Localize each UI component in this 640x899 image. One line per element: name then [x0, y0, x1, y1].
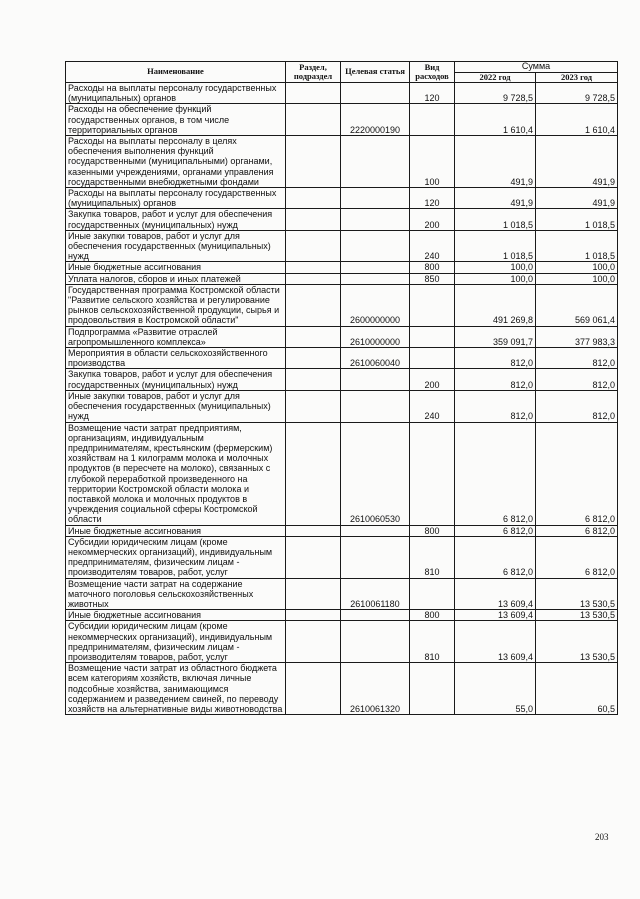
row-amount-2023: 491,9 [536, 188, 618, 209]
table-row [66, 369, 618, 390]
row-target-article [341, 369, 410, 390]
row-amount-2022: 13 609,4 [455, 610, 536, 621]
row-expense-kind: 120 [410, 83, 455, 104]
row-target-article [341, 273, 410, 284]
row-amount-2022: 812,0 [455, 369, 536, 390]
row-name: Возмещение части затрат предприятиям, организациям, индивидуальным предпринимателям, крестьянским (фермерским) хозяйствам на 1 килограмм молока и молочных продуктов (в пересчете на молоко), связанных с глубокой переработкой произведенного на территории Костромской области молока и поставкой молока и молочных продуктов в учреждения социальной сферы Костромской области [66, 422, 286, 525]
row-name: Закупка товаров, работ и услуг для обеспечения государственных (муниципальных) нужд [66, 209, 286, 230]
row-amount-2023: 1 018,5 [536, 209, 618, 230]
row-expense-kind: 240 [410, 390, 455, 422]
row-target-article [341, 209, 410, 230]
row-section [286, 621, 341, 663]
column-header-year-2022: 2022 год [455, 72, 536, 83]
row-expense-kind [410, 663, 455, 715]
row-amount-2023: 569 061,4 [536, 284, 618, 326]
row-amount-2023: 100,0 [536, 273, 618, 284]
row-name: Иные закупки товаров, работ и услуг для обеспечения государственных (муниципальных) нужд [66, 390, 286, 422]
row-target-article: 2600000000 [341, 284, 410, 326]
row-amount-2022: 491,9 [455, 188, 536, 209]
row-section [286, 369, 341, 390]
row-amount-2023: 60,5 [536, 663, 618, 715]
row-name: Мероприятия в области сельскохозяйственного производства [66, 348, 286, 369]
column-header-name: Наименование [66, 62, 286, 83]
row-name: Иные бюджетные ассигнования [66, 262, 286, 273]
row-target-article [341, 83, 410, 104]
table-row [66, 610, 618, 621]
row-expense-kind: 810 [410, 536, 455, 578]
row-expense-kind: 800 [410, 525, 455, 536]
table-row [66, 621, 618, 663]
column-header-target: Целевая статья [341, 62, 410, 83]
row-target-article: 2610060040 [341, 348, 410, 369]
table-row [66, 209, 618, 230]
row-expense-kind [410, 422, 455, 525]
row-amount-2022: 1 018,5 [455, 209, 536, 230]
row-amount-2022: 55,0 [455, 663, 536, 715]
row-amount-2023: 13 530,5 [536, 578, 618, 610]
row-expense-kind: 100 [410, 136, 455, 188]
row-section [286, 326, 341, 347]
table-row [66, 348, 618, 369]
row-section [286, 273, 341, 284]
table-row [66, 390, 618, 422]
table-body [66, 83, 618, 715]
row-amount-2023: 6 812,0 [536, 422, 618, 525]
row-name: Субсидии юридическим лицам (кроме некоммерческих организаций), индивидуальным предпринимателям, физическим лицам - производителям товаров, работ, услуг [66, 536, 286, 578]
row-target-article [341, 525, 410, 536]
row-target-article: 2610000000 [341, 326, 410, 347]
row-section [286, 188, 341, 209]
table-row [66, 136, 618, 188]
row-amount-2022: 491 269,8 [455, 284, 536, 326]
row-section [286, 83, 341, 104]
row-target-article: 2220000190 [341, 104, 410, 136]
table-row [66, 578, 618, 610]
table-row [66, 422, 618, 525]
row-amount-2022: 1 610,4 [455, 104, 536, 136]
row-section [286, 578, 341, 610]
row-name: Субсидии юридическим лицам (кроме некоммерческих организаций), индивидуальным предпринимателям, физическим лицам - производителям товаров, работ, услуг [66, 621, 286, 663]
table-row [66, 230, 618, 262]
row-amount-2023: 812,0 [536, 348, 618, 369]
row-amount-2023: 9 728,5 [536, 83, 618, 104]
row-section [286, 104, 341, 136]
row-name: Расходы на выплаты персоналу государственных (муниципальных) органов [66, 83, 286, 104]
row-expense-kind: 800 [410, 262, 455, 273]
row-target-article [341, 262, 410, 273]
row-section [286, 663, 341, 715]
table-row [66, 262, 618, 273]
row-name: Подпрограмма «Развитие отраслей агропромышленного комплекса» [66, 326, 286, 347]
row-amount-2023: 1 610,4 [536, 104, 618, 136]
row-expense-kind: 240 [410, 230, 455, 262]
row-expense-kind [410, 104, 455, 136]
row-section [286, 348, 341, 369]
row-target-article [341, 536, 410, 578]
table-row [66, 83, 618, 104]
row-section [286, 284, 341, 326]
table-row [66, 525, 618, 536]
row-expense-kind: 810 [410, 621, 455, 663]
row-amount-2023: 100,0 [536, 262, 618, 273]
column-header-year-2023: 2023 год [536, 72, 618, 83]
row-expense-kind [410, 348, 455, 369]
row-name: Государственная программа Костромской области "Развитие сельского хозяйства и регулирование рынков сельскохозяйственной продукции, сырья и продовольствия в Костромской области" [66, 284, 286, 326]
row-amount-2022: 100,0 [455, 273, 536, 284]
row-amount-2023: 377 983,3 [536, 326, 618, 347]
row-amount-2022: 100,0 [455, 262, 536, 273]
row-expense-kind [410, 326, 455, 347]
row-target-article [341, 188, 410, 209]
row-amount-2023: 13 530,5 [536, 610, 618, 621]
column-header-kind: Вид расходов [410, 62, 455, 83]
row-name: Расходы на выплаты персоналу государственных (муниципальных) органов [66, 188, 286, 209]
table-row [66, 273, 618, 284]
row-target-article [341, 621, 410, 663]
row-expense-kind: 850 [410, 273, 455, 284]
row-name: Иные бюджетные ассигнования [66, 525, 286, 536]
row-section [286, 230, 341, 262]
row-amount-2022: 6 812,0 [455, 422, 536, 525]
row-target-article: 2610060530 [341, 422, 410, 525]
table-row [66, 536, 618, 578]
row-section [286, 536, 341, 578]
page-number: 203 [595, 832, 609, 842]
row-amount-2023: 491,9 [536, 136, 618, 188]
row-amount-2022: 812,0 [455, 348, 536, 369]
row-name: Закупка товаров, работ и услуг для обеспечения государственных (муниципальных) нужд [66, 369, 286, 390]
row-expense-kind [410, 284, 455, 326]
budget-table [65, 61, 618, 715]
row-target-article [341, 230, 410, 262]
row-expense-kind: 200 [410, 209, 455, 230]
row-section [286, 525, 341, 536]
row-name: Расходы на выплаты персоналу в целях обеспечения выполнения функций государственными (муниципальными) органами, казенными учреждениями, органами управления государственными внебюджетными фондами [66, 136, 286, 188]
row-section [286, 390, 341, 422]
row-expense-kind: 120 [410, 188, 455, 209]
row-target-article [341, 390, 410, 422]
row-expense-kind: 800 [410, 610, 455, 621]
table-row [66, 326, 618, 347]
row-expense-kind: 200 [410, 369, 455, 390]
column-header-section: Раздел, подраздел [286, 62, 341, 83]
row-target-article: 2610061180 [341, 578, 410, 610]
header-row [66, 62, 618, 73]
row-section [286, 262, 341, 273]
row-amount-2022: 812,0 [455, 390, 536, 422]
row-amount-2022: 6 812,0 [455, 536, 536, 578]
row-amount-2023: 1 018,5 [536, 230, 618, 262]
row-name: Расходы на обеспечение функций государственных органов, в том числе территориальных органов [66, 104, 286, 136]
table-row [66, 284, 618, 326]
row-section [286, 610, 341, 621]
row-amount-2022: 359 091,7 [455, 326, 536, 347]
table-row [66, 104, 618, 136]
row-target-article [341, 610, 410, 621]
row-amount-2023: 13 530,5 [536, 621, 618, 663]
row-amount-2022: 1 018,5 [455, 230, 536, 262]
row-amount-2022: 9 728,5 [455, 83, 536, 104]
row-amount-2022: 6 812,0 [455, 525, 536, 536]
row-amount-2023: 6 812,0 [536, 525, 618, 536]
table-row [66, 663, 618, 715]
row-section [286, 422, 341, 525]
row-amount-2023: 812,0 [536, 369, 618, 390]
column-header-sum: Сумма [455, 62, 618, 73]
row-expense-kind [410, 578, 455, 610]
row-name: Возмещение части затрат из областного бюджета всем категориям хозяйств, включая личные подсобные хозяйства, занимающимся содержанием и разведением свиней, по переводу хозяйств на альтернативные виды животноводства [66, 663, 286, 715]
row-amount-2022: 491,9 [455, 136, 536, 188]
row-amount-2023: 6 812,0 [536, 536, 618, 578]
row-amount-2023: 812,0 [536, 390, 618, 422]
row-target-article: 2610061320 [341, 663, 410, 715]
row-name: Иные закупки товаров, работ и услуг для обеспечения государственных (муниципальных) нужд [66, 230, 286, 262]
row-amount-2022: 13 609,4 [455, 621, 536, 663]
row-name: Уплата налогов, сборов и иных платежей [66, 273, 286, 284]
row-name: Иные бюджетные ассигнования [66, 610, 286, 621]
row-section [286, 136, 341, 188]
row-name: Возмещение части затрат на содержание маточного поголовья сельскохозяйственных животных [66, 578, 286, 610]
row-section [286, 209, 341, 230]
table-row [66, 188, 618, 209]
row-target-article [341, 136, 410, 188]
row-amount-2022: 13 609,4 [455, 578, 536, 610]
